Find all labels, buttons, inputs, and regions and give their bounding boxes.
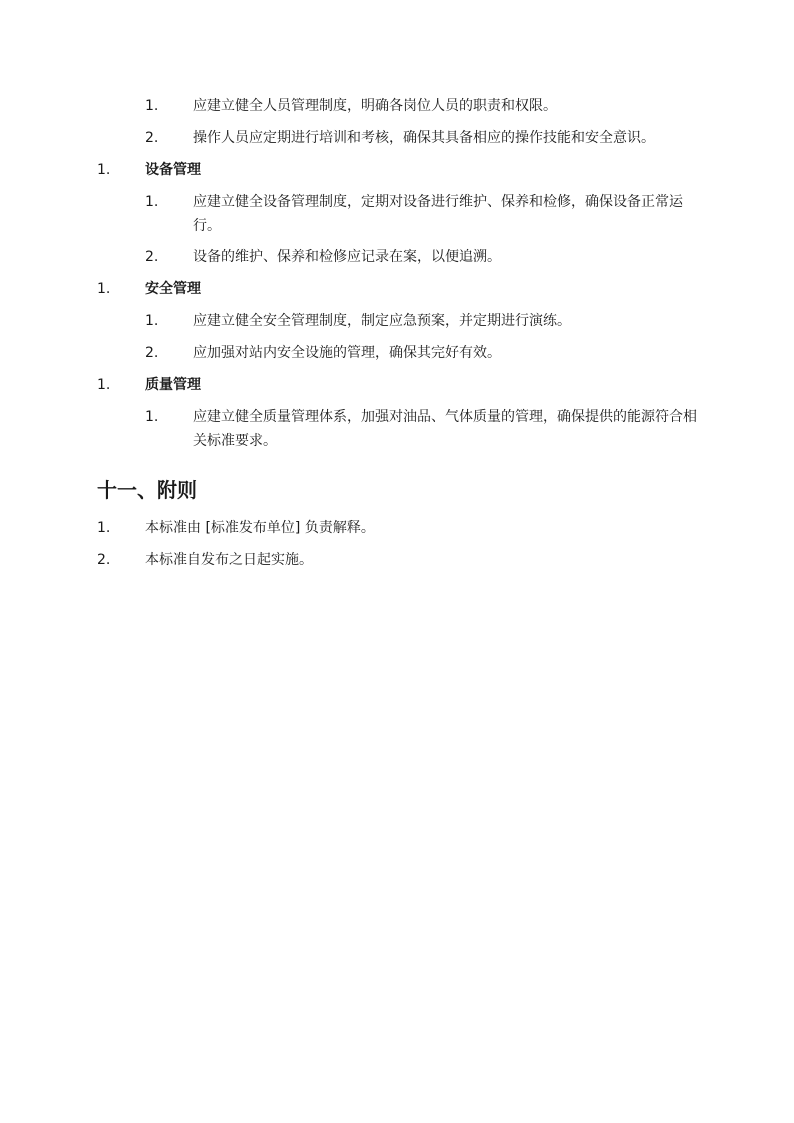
section-heading: 十一、附则 (97, 478, 197, 502)
list-number: 1. (145, 313, 159, 329)
list-item-text: 本标准自发布之日起实施。 (145, 552, 313, 568)
list-number: 1. (97, 520, 111, 536)
list-item-text: 应建立健全设备管理制度，定期对设备进行维护、保养和检修，确保设备正常运行。 (193, 194, 683, 234)
list-item-text: 操作人员应定期进行培训和考核，确保其具备相应的操作技能和安全意识。 (193, 130, 655, 146)
list-number: 2. (145, 249, 159, 265)
list-item-text: 应建立健全质量管理体系，加强对油品、气体质量的管理，确保提供的能源符合相关标准要求。 (193, 409, 697, 449)
list-number: 2. (97, 552, 111, 568)
list-item-text: 本标准由 [标准发布单位] 负责解释。 (145, 520, 375, 536)
subsection-title: 安全管理 (145, 281, 201, 297)
list-item-text: 应加强对站内安全设施的管理，确保其完好有效。 (193, 345, 501, 361)
list-item-text: 应建立健全安全管理制度，制定应急预案，并定期进行演练。 (193, 313, 571, 329)
list-item-text: 设备的维护、保养和检修应记录在案，以便追溯。 (193, 249, 501, 265)
list-number: 1. (145, 409, 159, 425)
list-number: 1. (97, 281, 111, 297)
list-number: 1. (97, 162, 111, 178)
list-item-text: 应建立健全人员管理制度，明确各岗位人员的职责和权限。 (193, 98, 557, 114)
list-number: 1. (145, 194, 159, 210)
list-number: 1. (97, 377, 111, 393)
subsection-title: 质量管理 (145, 377, 201, 393)
list-number: 1. (145, 98, 159, 114)
list-number: 2. (145, 345, 159, 361)
list-number: 2. (145, 130, 159, 146)
subsection-title: 设备管理 (145, 162, 201, 178)
